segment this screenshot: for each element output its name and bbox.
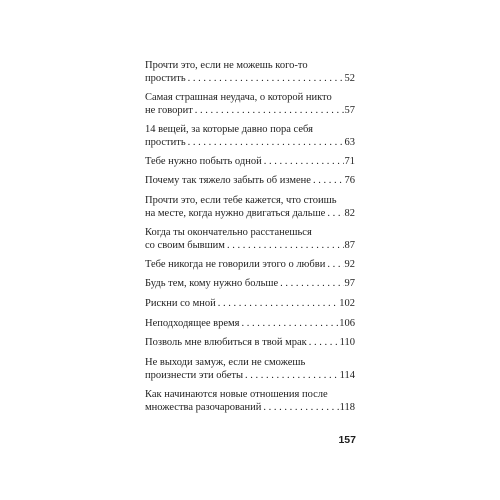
toc-page-number: 87 <box>344 240 355 251</box>
toc-entry-text: Тебе нужно побыть одной <box>145 156 262 167</box>
dot-leader <box>195 104 344 117</box>
toc-entry-text: на месте, когда нужно двигаться дальше <box>145 208 326 219</box>
toc-entry-text: произнести эти обеты <box>145 370 244 381</box>
toc-entry-text: Рискни со мной <box>145 298 216 309</box>
dot-leader <box>327 258 343 271</box>
dot-leader <box>280 277 343 290</box>
dot-leader <box>227 239 344 252</box>
toc-entry-text: множества разочарований <box>145 402 262 413</box>
dot-leader <box>263 401 338 414</box>
toc-entry-text: Почему так тяжело забыть об измене <box>145 175 311 186</box>
toc-entry-text: Прочти это, если тебе кажется, что стоишь <box>145 195 337 206</box>
toc-entry-text: со своим бывшим <box>145 240 225 251</box>
toc-entry <box>145 277 355 290</box>
toc-entry-text: Прочти это, если не можешь кого-то <box>145 60 308 71</box>
toc-entry-text: Будь тем, кому нужно больше <box>145 278 279 289</box>
toc-page-number: 97 <box>344 278 355 289</box>
toc-entry-text: Как начинаются новые отношения после <box>145 389 328 400</box>
toc-entry-text: Самая страшная неудача, о которой никто <box>145 92 332 103</box>
toc-entry <box>145 388 355 414</box>
toc-page-number: 57 <box>344 105 355 116</box>
toc-page-number: 63 <box>344 137 355 148</box>
toc-entry <box>145 59 355 85</box>
toc-entry-text: не говорит <box>145 105 193 116</box>
toc-entry <box>145 155 355 168</box>
toc-entry <box>145 174 355 187</box>
toc-entry-text: Не выходи замуж, если не сможешь <box>145 357 306 368</box>
toc-entry <box>145 336 355 349</box>
toc-page-number: 114 <box>339 370 355 381</box>
toc-page-number: 82 <box>344 208 355 219</box>
toc-entry <box>145 194 355 220</box>
dot-leader <box>327 207 343 220</box>
toc-page-number: 106 <box>339 318 355 329</box>
dot-leader <box>218 297 338 310</box>
dot-leader <box>309 336 339 349</box>
toc-page-number: 110 <box>339 337 355 348</box>
toc-entry-text: Когда ты окончательно расстанешься <box>145 227 312 238</box>
toc-page-number: 92 <box>344 259 355 270</box>
dot-leader <box>188 72 344 85</box>
dot-leader <box>242 317 339 330</box>
dot-leader <box>188 136 344 149</box>
toc-entry <box>145 297 355 310</box>
toc-entry-text: 14 вещей, за которые давно пора себя <box>145 124 313 135</box>
toc-entry <box>145 356 355 382</box>
toc-page-number: 76 <box>344 175 355 186</box>
toc-page-number: 102 <box>339 298 355 309</box>
page-number: 157 <box>338 434 356 446</box>
toc-entry-text: Позволь мне влюбиться в твой мрак <box>145 337 307 348</box>
toc-page-number: 118 <box>339 402 355 413</box>
dot-leader <box>264 155 344 168</box>
toc-entry <box>145 317 355 330</box>
toc-entry-text: простить <box>145 137 186 148</box>
toc-entry <box>145 123 355 149</box>
toc-entry <box>145 226 355 252</box>
toc-entry-text: Тебе никогда не говорили этого о любви <box>145 259 326 270</box>
toc-entry-text: простить <box>145 73 186 84</box>
toc-page-number: 71 <box>344 156 355 167</box>
toc-page-number: 52 <box>344 73 355 84</box>
toc-entry <box>145 91 355 117</box>
dot-leader <box>313 174 344 187</box>
toc-entry-text: Неподходящее время <box>145 318 240 329</box>
dot-leader <box>245 369 339 382</box>
toc-entry <box>145 258 355 271</box>
